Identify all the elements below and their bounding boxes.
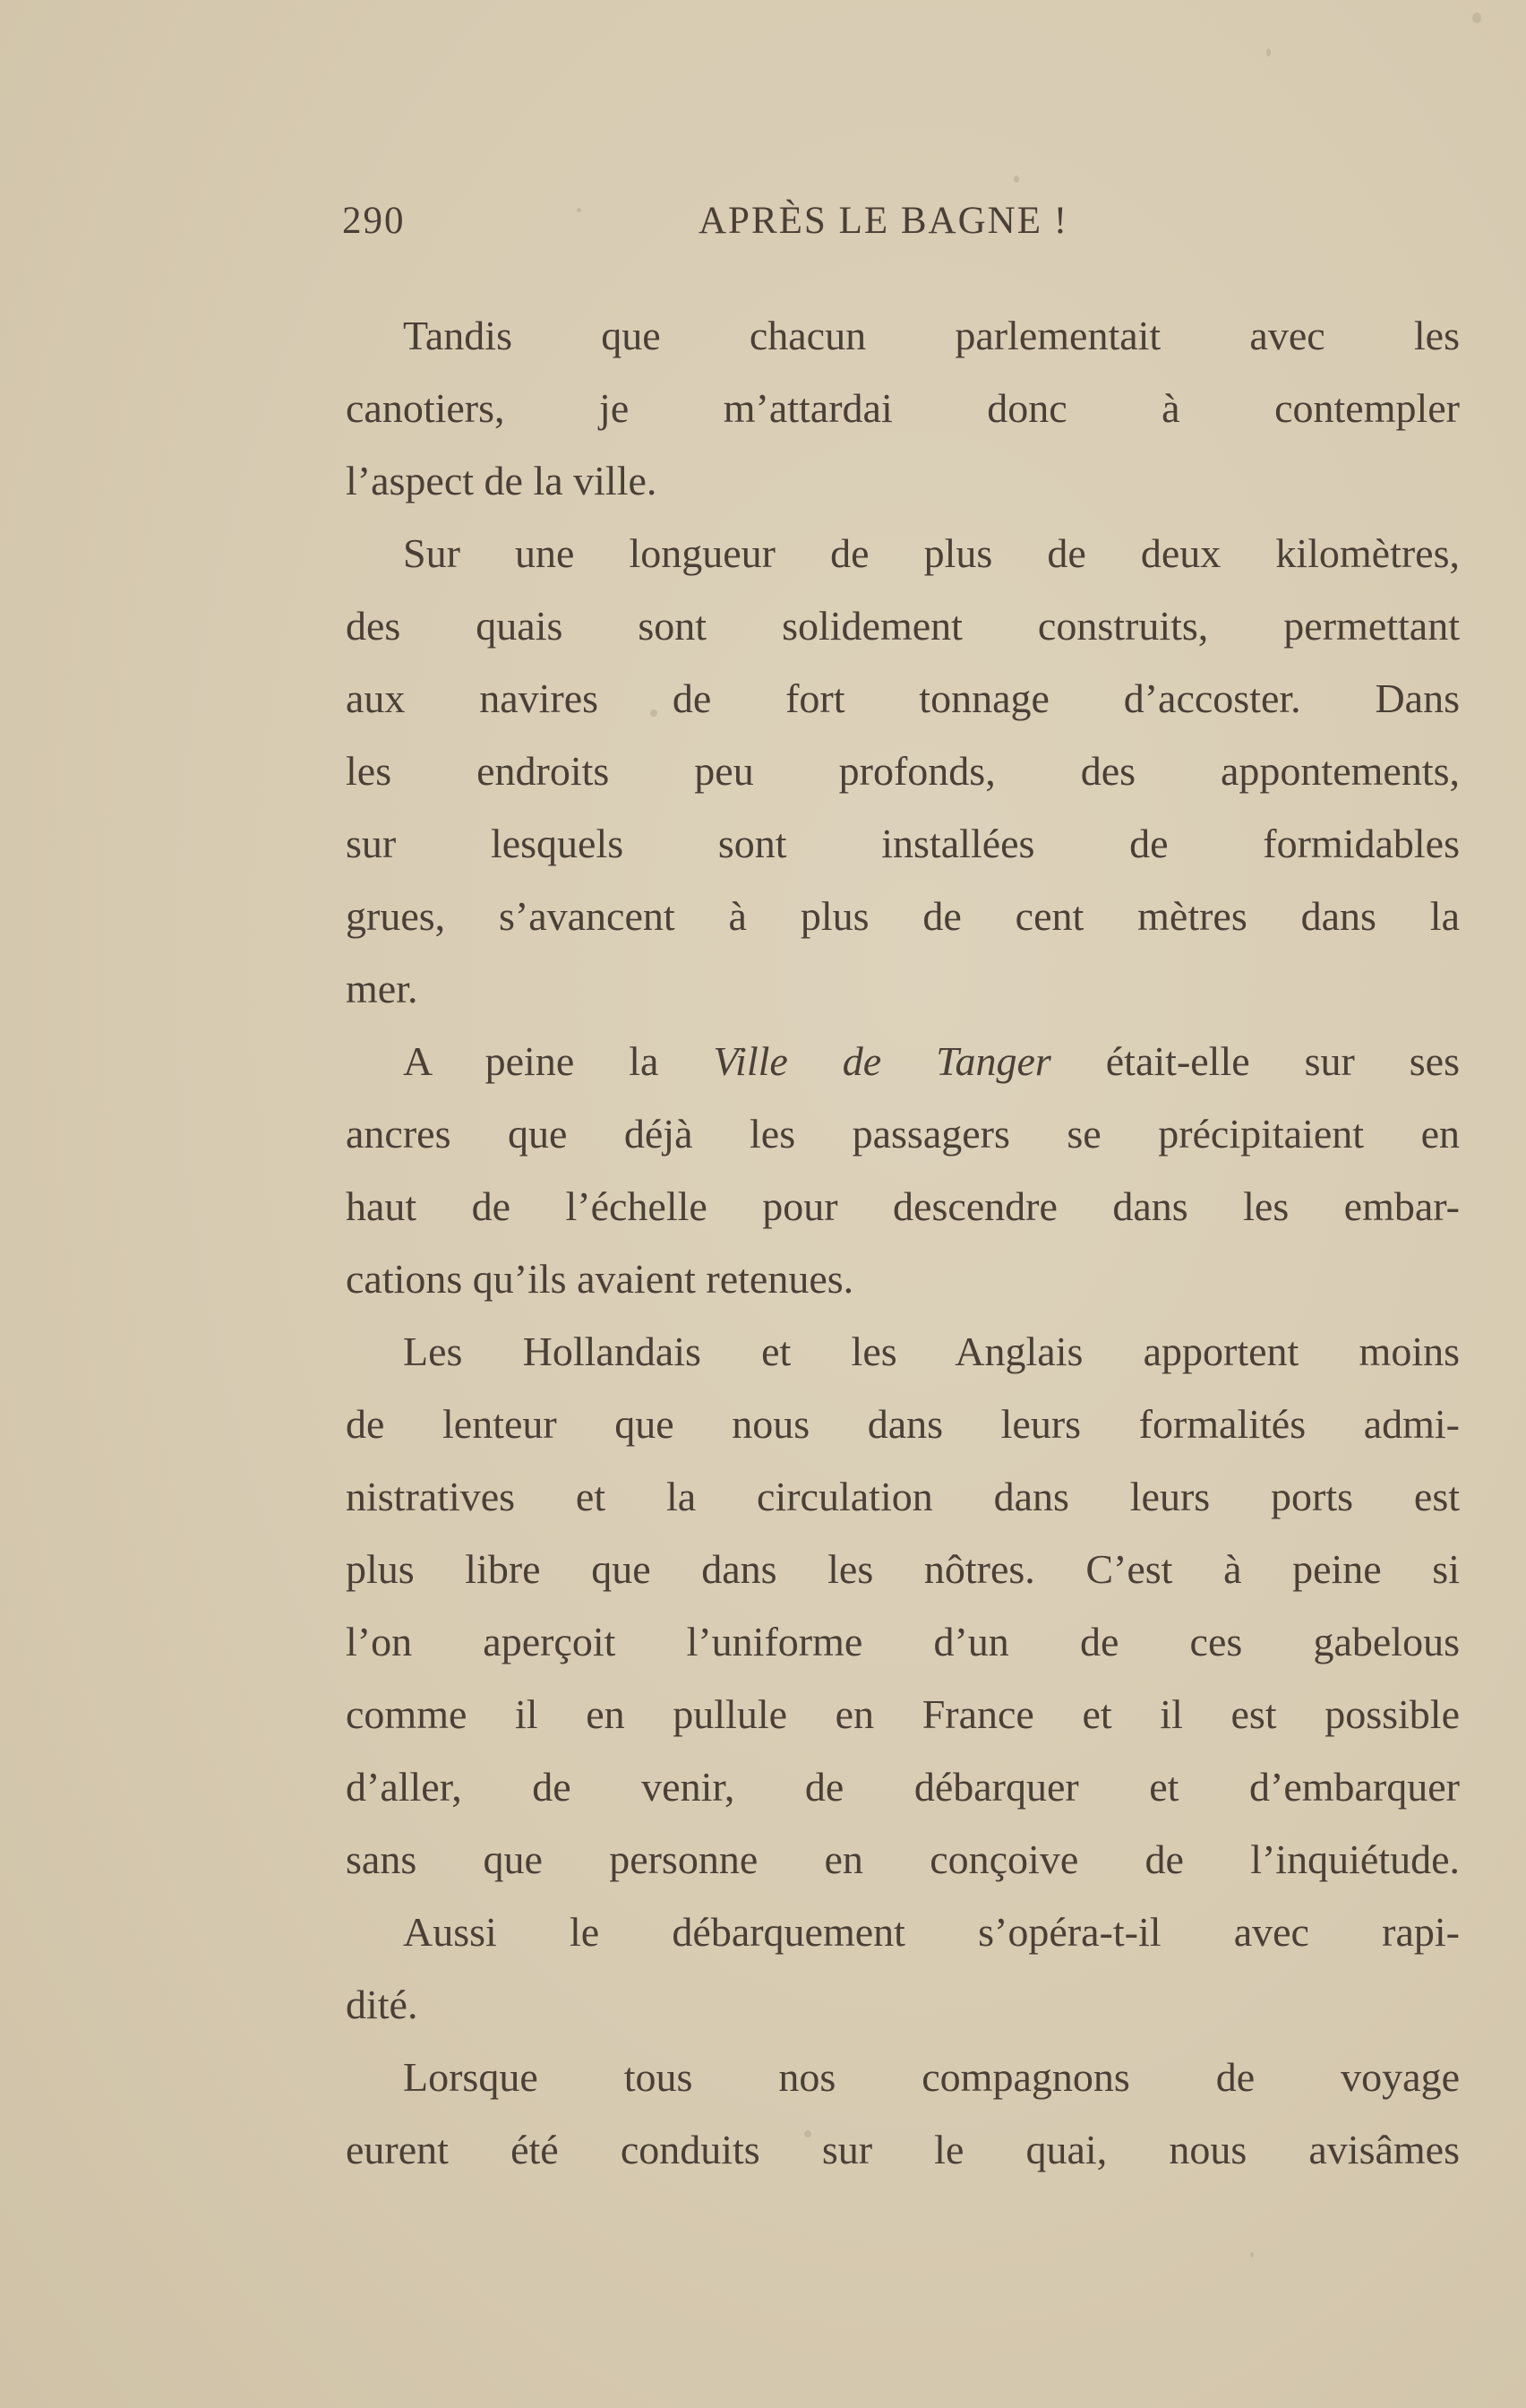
text-line: plus libre que dans les nôtres. C’est à peine si: [346, 1546, 1460, 1592]
text-fragment: était-elle sur ses: [1050, 1038, 1460, 1084]
body-text: [346, 299, 1460, 2186]
text-line: d’aller, de venir, de débarquer et d’embarquer: [346, 1764, 1460, 1810]
page-number: 290: [342, 200, 406, 242]
text-line: grues, s’avancent à plus de cent mètres dans la: [346, 893, 1460, 939]
paper-speck: [1472, 13, 1481, 23]
text-line: l’aspect de la ville.: [346, 458, 657, 503]
ship-name: Ville de Tanger: [713, 1038, 1051, 1084]
text-line: haut de l’échelle pour descendre dans les embar-: [346, 1183, 1460, 1229]
text-line: les endroits peu profonds, des appontements,: [346, 748, 1460, 794]
text-line: eurent été conduits sur le quai, nous avisâmes: [346, 2127, 1460, 2172]
text-line: Aussi le débarquement s’opéra-t-il avec rapi-: [403, 1909, 1460, 1955]
text-line: sans que personne en conçoive de l’inquiétude.: [346, 1836, 1460, 1882]
text-line: comme il en pullule en France et il est possible: [346, 1691, 1460, 1737]
text-line: sur lesquels sont installées de formidables: [346, 821, 1460, 866]
paper-speck: [1014, 176, 1019, 183]
text-line-with-ship-name: [346, 1025, 1460, 1097]
text-line: dité.: [346, 1982, 418, 2027]
text-line: Tandis que chacun parlementait avec les: [403, 313, 1460, 358]
text-line: cations qu’ils avaient retenues.: [346, 1256, 854, 1302]
paper-speck: [1250, 2252, 1254, 2258]
text-line: Lorsque tous nos compagnons de voyage: [403, 2054, 1460, 2100]
text-line: aux navires de fort tonnage d’accoster. Dans: [346, 675, 1460, 721]
text-line: canotiers, je m’attardai donc à contempler: [346, 385, 1460, 431]
text-line: nistratives et la circulation dans leurs ports est: [346, 1474, 1460, 1519]
text-line: ancres que déjà les passagers se précipitaient en: [346, 1111, 1460, 1157]
page-header: [342, 199, 1121, 253]
text-line: l’on aperçoit l’uniforme d’un de ces gabelous: [346, 1619, 1460, 1664]
running-title: APRÈS LE BAGNE !: [699, 200, 1069, 242]
paper-speck: [1266, 48, 1271, 56]
text-line: mer.: [346, 966, 418, 1011]
text-fragment: A peine la: [403, 1038, 714, 1084]
text-line: de lenteur que nous dans leurs formalités admi-: [346, 1401, 1460, 1447]
text-line: Sur une longueur de plus de deux kilomètres,: [403, 530, 1460, 576]
text-line: Les Hollandais et les Anglais apportent moins: [403, 1329, 1460, 1374]
text-line: des quais sont solidement construits, permettant: [346, 603, 1460, 649]
